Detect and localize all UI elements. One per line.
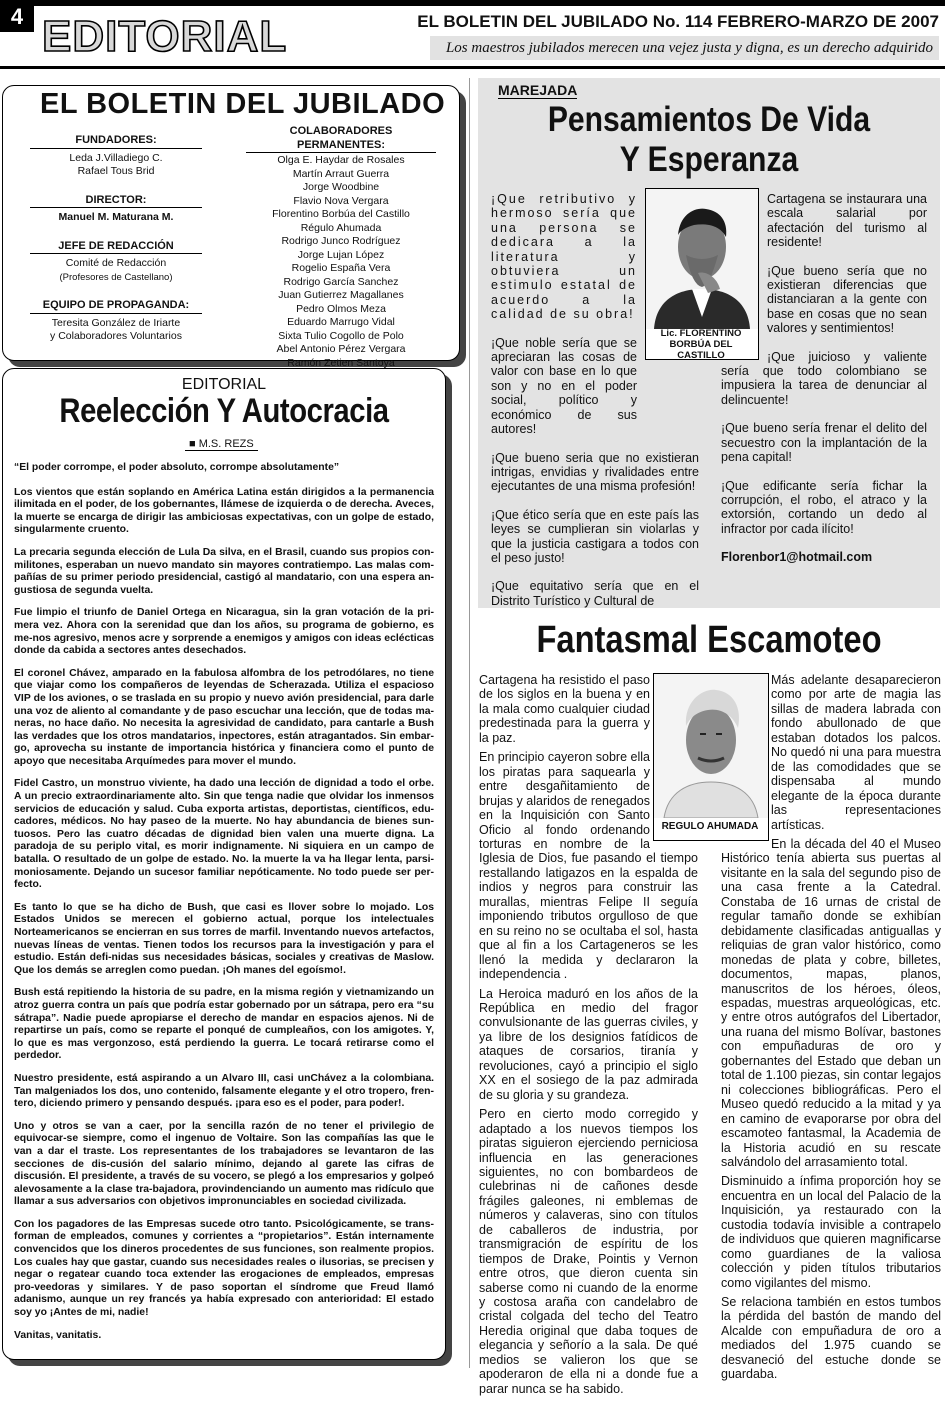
marejada-paragraph: Cartagena se instaurara una escala salarial por afectación del turismo al residente!: [767, 192, 927, 250]
collaborators-list: [246, 125, 436, 384]
editorial-paragraph: Bush está repitiendo la historia de su padre, en la misma región y vietnamizando un atroz guerra contra un país que podría estar gobernado por un sátrapa, pero era “su sátrapa”. Nadie puede apropiarse el derecho de mandar en espacios ajenos. Ni de repartirse un país, como se reparte el ponqué de cumpleaños, con los amigotes. Y, lo que es mas vergonzoso, está perdiendo la guerra. Le tocará retirarse como el perdedor.: [14, 987, 434, 1062]
editorial-paragraph: Con los pagadores de las Empresas sucede otro tanto. Psicológicamente, se trans-forman de empleados, comunes y corrientes a “propietarios”. Están internamente convencidos que los dineros procedentes de sus funciones, son realmente propios. Los cuales hay que gastar, cuando sus necesidades reales o ilusorias, se precisen y negar o regatear cuando toca extender las erogaciones de empleados, empresas pro-veedoras y similares. Y de paso soportan el síndrome que Freud llamó adanismo, aunque un rey francés ya había expresado con anterioridad: El estado soy yo ¡Antes de mi, nadie!: [14, 1218, 434, 1319]
fantasmal-paragraph: La Heroica maduró en los años de la República en medio del fragor convulsionante de las guerras civiles, y ya libre de los designios fatídicos de ataques de corsarios, tiranía y revoluciones, cayó a principio el siglo XX en el sosiego de la paz admirada de su gloria y su grandeza.: [479, 986, 698, 1102]
collaborator-name: Flavio Nova Vergara: [293, 194, 389, 207]
director-group: [30, 194, 202, 225]
marejada-title: [510, 100, 907, 180]
propaganda-label: EQUIPO DE PROPAGANDA:: [30, 299, 202, 314]
editorial-quote: “El poder corrompe, el poder absoluto, corrompe absolutamente”: [14, 462, 340, 473]
fantasmal-title: Fantasmal Escamoteo: [536, 619, 882, 661]
fantasmal-paragraph: Cartagena ha resistido el paso de los siglos en la buena y en la mala como cualquier ciudad predestinada para la guerra y la paz.: [479, 673, 650, 745]
collaborator-name: Eduardo Marrugo Vidal: [287, 316, 395, 328]
editorial-paragraph: Vanitas, vanitatis.: [14, 1329, 102, 1341]
editor-label: JEFE DE REDACCIÓN: [30, 240, 202, 255]
founder-name: Rafael Tous Brid: [77, 165, 155, 177]
editorial-paragraph: El coronel Chávez, amparado en la fabulosa alfombra de los petrodólares, no tiene que viajar como los compañeros de leyendas de Scherazada. Utiliza el espacioso VIP de los aviones, o se traslada en su propio y nuevo avión presidencial, para darle una voz de aliento al comandante y de paso escuchar una lección, que de todas ma-neras, no hace daño. No necesita la agresividad de candidato, para cantarle a Bush las verdades que los otros mandatarios, inpectores, están atragantados. Sin embar-go, aprovecha su instante de importancia histórica y financiera como el punto de apoyo que necesitaba Arquímedes para mover el mundo.: [14, 667, 434, 767]
editorial-paragraph: Fidel Castro, un monstruo viviente, ha dado una lección de dignidad a todo el orbe. A un precio extraordinariamente alto. Sin que tenga nadie que olvidar los inmensos servicios de educación y salud. Cuba exporta artistas, deportistas, científicos, edu-cadores, médicos. No hay paseo de la muerte. No hay abundancia de bienes sun-tuosos. Pero las cuatro décadas de dignidad bien valen una muerte digna. La paradoja de su periplo vital, es morir indignamente. Ni siquiera en un campo de batalla. O resultado de un golpe de estado. No. la muerte la va ha llegar lenta, parsi-moniosamente. Dejando un sucesor familiar nepóticamente. No todo puede ser per-fecto.: [14, 778, 434, 891]
fantasmal-paragraph: En la década del 40 el Museo Histórico tenía abierta sus puertas al visitante en la sala del segundo piso de una casa frente a la Catedral. Constaba de 16 urnas de cristal de regular tamaño donde se exhibían debidamente clasificadas antiguallas y reliquias de gran valor histórico, como monedas de plata y cobre, billetes, documentos, mapas, planos, manuscritos de los héroes, óleos, espadas, muestras arqueológicas, etc. y entre otros autógrafos del Libertador, una ruana del mismo Bolívar, bastones con empuñaduras de oro y gobernantes del Estado que deban un total de 1.100 piezas, sin contar legajos ni colecciones bibliográficas. Pero el Museo quedó reducido a la mitad y ya en camino de evaporarse por obra del escamoteo fantasmal, la Academia de la Historia acudió en su rescate salvándolo del arrasamiento total.: [721, 836, 941, 1169]
masthead-title: EL BOLETIN DEL JUBILADO: [40, 88, 446, 120]
collaborator-name: Sixta Tulio Cogollo de Polo: [278, 329, 404, 342]
caption-line: Lic. FLORENTINO: [660, 328, 742, 339]
editorial-paragraph: Es tanto lo que se ha dicho de Bush, que casi es llover sobre lo mojado. Los Estados Unidos se merecen el gobierno actual, porque los intelectuales Norteamericanos se encierran en sus torres de marfil. Inventando nuevos artefactos, nuevas líneas de ventas. Tienen todos los recursos para la investigación y para el estudio. Están defi-nidas sus necesidades básicas, sociales y creativas de Maslow. Que los demás se arreglen como puedan. ¡Oh manes del egoísmo!.: [14, 901, 434, 976]
collaborator-name: Jorge Lujan López: [297, 248, 385, 261]
collaborators-label: COLABORADORES PERMANENTES:: [246, 125, 436, 153]
editorial-body: [14, 462, 434, 1352]
editorial-paragraph: Uno y otros se van a caer, por la sencilla razón de no tener el privilegio de equivocar-se siempre, como el ingenuo de Voltaire. Son las compañías las que le van a dar el traste. Los representantes de los trabajadores se levantaron de las secciones de dis-cusión del salario mínimo, dejando al garete las cifras de discusión. El presidente, a través de su vocero, se plegó a los empresarios y golpeó alevosamente a la clase tra-bajadora, provindenciando un aumento mas ridículo que llamar a sus adversarios con objetivos impronunciables en sociedad civilizada.: [14, 1120, 434, 1208]
editorial-kicker: EDITORIAL: [181, 376, 267, 393]
top-rule: [0, 0, 945, 6]
editorial-paragraph: Nuestro presidente, está aspirando a un Alvaro III, casi unChávez a la colombiana. Tan malgeniados los dos, uno contenido, falsamente elegante y el otro tropero, fren-tero, diciendo primero y pensando después. ¡para eso es el poder, para poder!.: [14, 1072, 434, 1110]
collaborator-name: Jorge Woodbine: [302, 181, 380, 193]
propaganda-group: [30, 299, 202, 344]
marejada-title-line: Y Esperanza: [619, 140, 799, 179]
collaborator-name: Juan Gutierrez Magallanes: [278, 289, 404, 301]
collaborator-name: Florentino Borbúa del Castillo: [272, 208, 410, 220]
founders-label: FUNDADORES:: [30, 134, 202, 149]
marejada-paragraph: ¡Que retributivo y hermoso sería que una persona se dedicara a la literatura y obtuviera un estimulo estatal de acuerdo a la calidad de su obra!: [491, 192, 637, 322]
page-number: 4: [0, 2, 34, 32]
section-title: EDITORIAL: [42, 12, 288, 61]
marejada-paragraph: ¡Que bueno sería que no existieran diferencias que distanciaran a la gente con base en cosas que no sean valores y sentimientos!: [767, 263, 927, 336]
marejada-paragraph: ¡Que edificante sería fichar la corrupción, el robo, el atraco y la extorsión, cortando un dedo al infractor por cada ilícito!: [721, 478, 927, 536]
author-email: Florenbor1@hotmail.com: [721, 550, 873, 565]
director-label: DIRECTOR:: [30, 194, 202, 209]
collaborator-name: Olga E. Haydar de Rosales: [277, 154, 405, 166]
founders-group: [30, 134, 202, 179]
caption-line: BORBÚA DEL CASTILLO: [669, 339, 733, 361]
collaborator-name: Régulo Ahumada: [300, 221, 382, 234]
collaborator-names: [246, 154, 436, 384]
marejada-title-line: Pensamientos De Vida: [547, 100, 871, 139]
editorial-paragraph: Fue limpio el triunfo de Daniel Ortega en Nicaragua, sin la gran votación de la pri-mera vez. Ahora con la serenidad que dan los años, su programa de gobierno, es me-nos agresivo, menos acre y sorprende a enemigos y amigos con ideas eclécticas donde da cabida a sectores antes desechados.: [14, 607, 434, 657]
author-photo-ahumada: [653, 673, 769, 841]
issue-line: EL BOLETIN DEL JUBILADO No. 114 FEBRERO-MARZO DE 2007: [417, 12, 939, 31]
editorial-author: ■ M.S. REZS: [185, 438, 258, 451]
masthead-staff: [30, 134, 202, 359]
fantasmal-paragraph: Más adelante desaparecieron como por arte de magia las sillas de madera labrada con fondo abullonado de que estaban dotados los palcos. No quedó ni una para muestra de las comodidades que se dispensaba al mundo elegante de la época durante las representaciones artísticas.: [771, 673, 941, 832]
fantasmal-paragraph: Se relaciona también en estos tumbos la pérdida del bastón de mando del Alcalde con empuñadura de oro a mediados del 1.975 cuando se desvaneció del estuche donde se guardaba.: [721, 1295, 941, 1382]
marejada-paragraph: ¡Que bueno seria que no existieran intrigas, envidias y rivalidades entre ejecutantes de una misma profesión!: [491, 450, 699, 494]
editor-group: [30, 240, 202, 285]
header-rule: [0, 66, 945, 69]
marejada-kicker: MAREJADA: [498, 82, 578, 98]
motto: Los maestros jubilados merecen una vejez justa y digna, es un derecho adquirido: [430, 36, 939, 60]
editorial-paragraph: La precaria segunda elección de Lula Da silva, en el Brasil, cuando sus propios con-militones, esperaban un nuevo mandato sin mayores contratiempo. Las malas com-pañías de su primer periodo presidencial, castigó al mandatario, con una espera an-gustiosa de segunda vuelta.: [14, 546, 434, 596]
collaborator-name: Martín Arraut Guerra: [292, 167, 390, 180]
editor-note: (Profesores de Castellano): [59, 271, 173, 283]
fantasmal-paragraph: En principio cayeron sobre ella los piratas para saquearla y entre desgañitamiento de brujas y alaridos de renegados en la Inquisición con Santo Oficio al fondo ordenando torturas en nombre de la Iglesia de Dios, fue pasando el tiempo restallando latigazos en la espalda de indios y negros para construir las murallas, mientras Felipe II seguía imponiendo tributos orgulloso de que en su reino no se ocultaba el sol, hasta que al fin a los Cartageneros se les llenó la medida y declararon la independencia .: [479, 750, 698, 982]
editor-name: Comité de Redacción: [65, 257, 167, 269]
collaborator-name: Rodrigo García Sanchez: [283, 275, 399, 288]
marejada-paragraph: ¡Que juicioso y valiente sería que todo colombiano se impusiera la tarea de denunciar al delincuente!: [721, 349, 927, 407]
propaganda-name: y Colaboradores Voluntarios: [50, 330, 182, 342]
collaborator-name: Ramón Zetien Santoya: [287, 356, 395, 369]
editorial-title: Reelección Y Autocracia: [59, 392, 389, 430]
collaborator-name: Rogelio España Vera: [291, 262, 391, 274]
collaborator-name: Pedro Olmos Meza: [296, 302, 386, 315]
author-photo-caption: REGULO AHUMADA: [661, 821, 759, 832]
marejada-paragraph: ¡Que equitativo sería que en el Distrito Turístico y Cultural de: [491, 579, 699, 608]
marejada-paragraph: ¡Que noble sería que se apreciaran las cosas de valor con base en lo que son y no en el poder social, político y económico de sus autores!: [491, 335, 637, 437]
fantasmal-paragraph: Pero en cierto modo corregido y adaptado a los nuevos tiempos los piratas siguieron ejerciendo perniciosa influencia en las generaciones siguientes, no con bombardeos de culebrinas ni de cañones desde frágiles galeones, ni emblemas de números y calaveras, sino con títulos de caballeros de industria, por transmigración de espíritu de los tiempos de Drake, Pointis y Vernon entre otros, que dieron cuenta sin saberse como ni cuando de la enorme y costosa araña con candelabro de cristal colgada del techo del Teatro Heredia original que daba toques de elegancia y señorío a la sala. De qué medios se valieron los que se apoderaron de ella ni a donde fue a parar nunca se ha sabido.: [479, 1107, 698, 1396]
propaganda-name: Teresita González de Iriarte: [51, 316, 181, 329]
editorial-paragraphs: [14, 487, 434, 1343]
founder-name: Leda J.Villadiego C.: [69, 151, 163, 164]
marejada-paragraph: ¡Que bueno sería frenar el delito del secuestro con la implantación de la pena capital!: [721, 421, 927, 465]
author-photo-caption: [645, 328, 757, 361]
editorial-paragraph: Los vientos que están soplando en América Latina están dirigidos a la permanencia ilimitada en el poder, de los gobernantes, llámese de izquierda o de derecha. Aveces, la muerte se encarga de dirigir las ambiciosas expectativas, con un golpe de estado, singularmente cruento.: [14, 486, 434, 536]
collaborator-name: Abel Antonio Pérez Vergara: [276, 343, 406, 355]
collaborator-name: Rodrigo Junco Rodríguez: [281, 235, 401, 247]
column-divider: [469, 78, 470, 1368]
fantasmal-paragraph: Disminuido a ínfima proporción hoy se encuentra en un local del Palacio de la Inquisición, ya restaurado con la custodia todavía invisible a contrapelo de individuos que quieren magnificarse como guardianes de la valiosa colección y piden títulos tributarios como vigilantes del mismo.: [721, 1174, 941, 1290]
marejada-paragraph: ¡Que ético sería que en este país las leyes se cumplieran sin violarlas y que la justicia castigara a todos con el peso justo!: [491, 507, 699, 565]
director-name: Manuel M. Maturana M.: [58, 211, 174, 223]
